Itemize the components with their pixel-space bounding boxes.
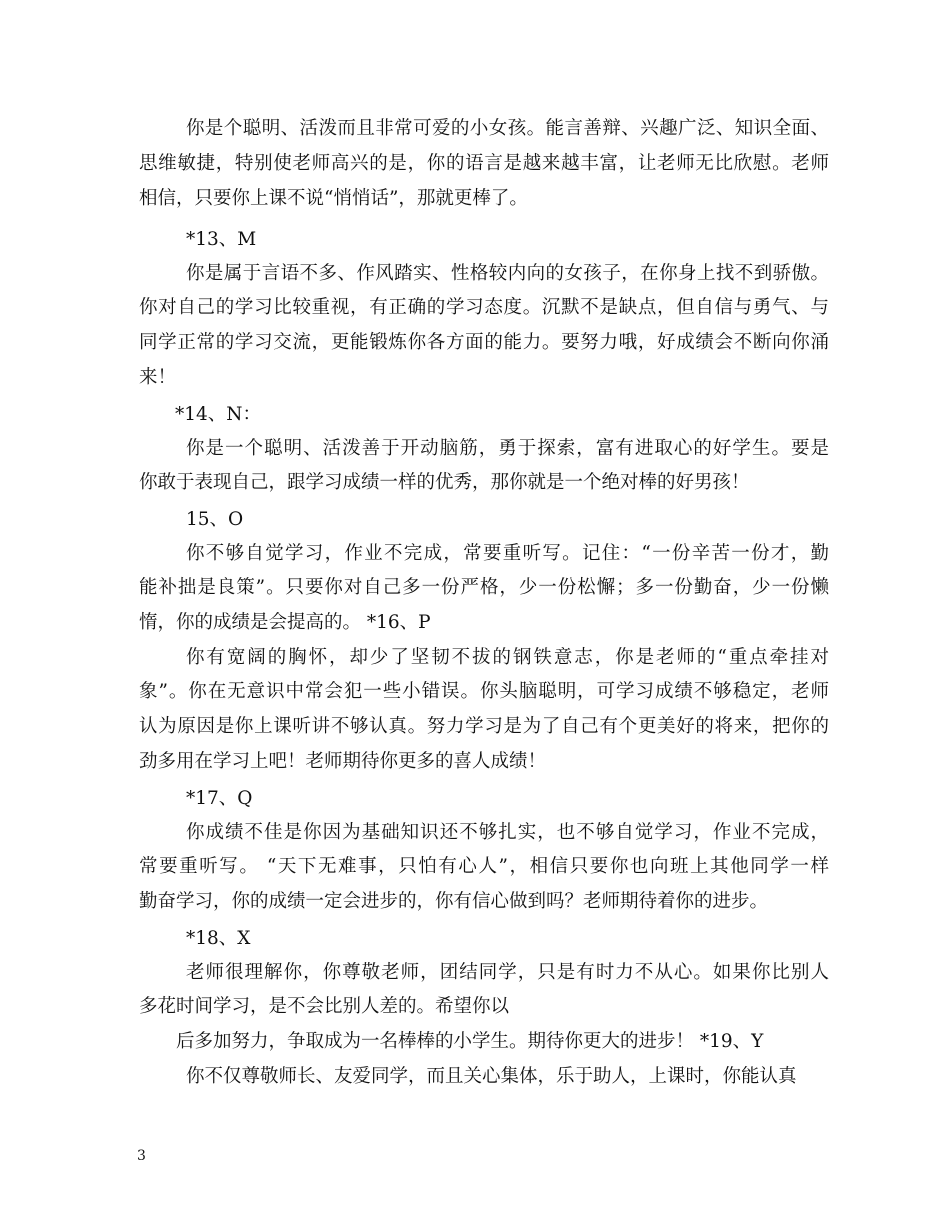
page-number: 3 xyxy=(137,1148,146,1164)
paragraph-line: 你是属于言语不多、作风踏实、性格较内向的女孩子，在你身上找不到骄傲。 xyxy=(186,263,829,284)
paragraph-line: 老师很理解你，你尊敬老师，团结同学，只是有时力不从心。如果你比别人 xyxy=(186,962,829,983)
paragraph-line: 同学正常的学习交流，更能锻炼你各方面的能力。要努力哦，好成绩会不断向你涌 xyxy=(139,332,829,353)
section-label: *17、Q xyxy=(186,788,253,809)
paragraph-line: 认为原因是你上课听讲不够认真。努力学习是为了自己有个更美好的将来，把你的 xyxy=(139,716,829,737)
paragraph-line: 后多加努力，争取成为一名棒棒的小学生。期待你更大的进步！ *19、Y xyxy=(176,1031,764,1052)
paragraph-line: 你不够自觉学习，作业不完成，常要重听写。记住：“一份辛苦一份才，勤 xyxy=(186,543,829,564)
paragraph-line: 常要重听写。 “天下无难事，只怕有心人”，相信只要你也向班上其他同学一样 xyxy=(139,856,829,877)
paragraph-line: 来！ xyxy=(139,367,177,388)
paragraph-line: 惰，你的成绩是会提高的。 *16、P xyxy=(139,612,431,633)
section-label: *18、X xyxy=(186,928,251,949)
paragraph-line: 象”。你在无意识中常会犯一些小错误。你头脑聪明，可学习成绩不够稳定，老师 xyxy=(139,681,829,702)
paragraph-line: 勤奋学习，你的成绩一定会进步的，你有信心做到吗？老师期待着你的进步。 xyxy=(139,891,769,912)
section-label: *14、N： xyxy=(175,404,261,425)
section-label: *13、M xyxy=(186,229,257,250)
paragraph-line: 你不仅尊敬师长、友爱同学，而且关心集体，乐于助人，上课时，你能认真 xyxy=(186,1066,797,1087)
paragraph-line: 你是个聪明、活泼而且非常可爱的小女孩。能言善辩、兴趣广泛、知识全面、 xyxy=(186,118,829,139)
paragraph-line: 你敢于表现自己，跟学习成绩一样的优秀，那你就是一个绝对棒的好男孩！ xyxy=(139,472,750,493)
paragraph-line: 你成绩不佳是你因为基础知识还不够扎实，也不够自觉学习，作业不完成， xyxy=(186,822,829,843)
section-label: 15、O xyxy=(186,509,244,530)
paragraph-line: 你是一个聪明、活泼善于开动脑筋，勇于探索，富有进取心的好学生。要是 xyxy=(186,438,829,459)
paragraph-line: 劲多用在学习上吧！老师期待你更多的喜人成绩！ xyxy=(139,751,547,772)
paragraph-line: 相信，只要你上课不说“悄悄话”，那就更棒了。 xyxy=(139,188,528,209)
paragraph-line: 你有宽阔的胸怀，却少了坚韧不拔的钢铁意志，你是老师的“重点牵挂对 xyxy=(186,647,829,668)
paragraph-line: 思维敏捷，特别使老师高兴的是，你的语言是越来越丰富，让老师无比欣慰。老师 xyxy=(139,153,829,174)
paragraph-line: 能补拙是良策”。只要你对自己多一份严格，少一份松懈；多一份勤奋，少一份懒 xyxy=(139,577,829,598)
paragraph-line: 多花时间学习，是不会比别人差的。希望你以 xyxy=(139,996,510,1017)
paragraph-line: 你对自己的学习比较重视，有正确的学习态度。沉默不是缺点，但自信与勇气、与 xyxy=(139,297,829,318)
